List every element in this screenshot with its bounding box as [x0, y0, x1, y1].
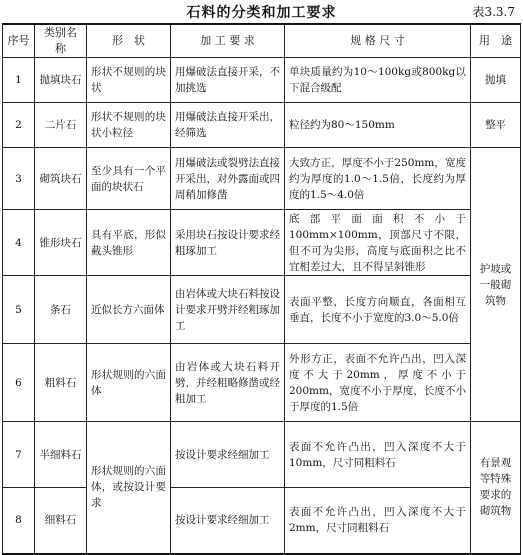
row-process: 由岩体或大块石料按设计要求开劈并经粗琢加工 — [171, 276, 285, 344]
row-process: 用爆破法或裂劈法直接开采出，对外露面或四周稍加修凿 — [171, 148, 285, 210]
row-no: 4 — [3, 210, 35, 276]
row-use-merged: 护坡或一般砌筑物 — [471, 148, 521, 422]
row-no: 8 — [3, 488, 35, 554]
table-header-row — [3, 24, 521, 58]
row-no: 2 — [3, 103, 35, 148]
row-name: 半细料石 — [35, 422, 87, 488]
header-no: 序号 — [3, 24, 35, 58]
row-name: 细料石 — [35, 488, 87, 554]
row-shape: 近似长方六面体 — [87, 276, 171, 344]
row-process: 采用块石按设计要求经粗琢加工 — [171, 210, 285, 276]
row-name: 砌筑块石 — [35, 148, 87, 210]
row-process: 按设计要求经细加工 — [171, 488, 285, 554]
table-number: 表3.3.7 — [472, 5, 515, 19]
row-no: 5 — [3, 276, 35, 344]
row-shape: 至少具有一个平面的块状石 — [87, 148, 171, 210]
table-row — [3, 344, 521, 422]
row-use-merged: 有景观等特殊要求的砌筑物 — [471, 422, 521, 554]
row-spec: 外形方正，表面不允许凸出，凹入深度不大于20mm，厚度不小于200mm，宽度不小于厚度，长度不小于厚度的1.5倍 — [285, 344, 471, 422]
table-title: 石料的分类和加工要求 — [186, 5, 337, 21]
title-row — [0, 0, 523, 22]
row-name: 条石 — [35, 276, 87, 344]
header-shape: 形 状 — [87, 24, 171, 58]
row-spec: 单块质量约为10～100kg或800kg以下混合级配 — [285, 58, 471, 103]
row-name: 抛填块石 — [35, 58, 87, 103]
header-use: 用 途 — [471, 24, 521, 58]
row-name: 粗料石 — [35, 344, 87, 422]
row-name: 锥形块石 — [35, 210, 87, 276]
row-process: 用爆破法直接开采出，经筛选 — [171, 103, 285, 148]
row-spec: 粒径约为80～150mm — [285, 103, 471, 148]
row-process: 按设计要求经细加工 — [171, 422, 285, 488]
row-name: 二片石 — [35, 103, 87, 148]
stone-classification-table — [2, 23, 521, 555]
table-row — [3, 276, 521, 344]
row-process: 由岩体或大块石料开劈，并经粗略修凿或经粗加工 — [171, 344, 285, 422]
row-shape-merged: 形状规则的六面体，或按设计要求 — [87, 422, 171, 554]
table-row — [3, 58, 521, 103]
row-no: 3 — [3, 148, 35, 210]
table-row — [3, 148, 521, 210]
header-name: 类别名称 — [35, 24, 87, 58]
table-row — [3, 422, 521, 488]
header-process: 加 工 要 求 — [171, 24, 285, 58]
row-shape: 具有平底，形似截头锥形 — [87, 210, 171, 276]
row-spec: 表面不允许凸出，凹入深度不大于2mm，尺寸同粗料石 — [285, 488, 471, 554]
row-shape: 形状不规则的块状小粒径 — [87, 103, 171, 148]
row-no: 6 — [3, 344, 35, 422]
row-spec: 表面平整，长度方向顺直，各面相互垂直，长度不小于宽度的3.0～5.0倍 — [285, 276, 471, 344]
header-spec: 规 格 尺 寸 — [285, 24, 471, 58]
row-no: 1 — [3, 58, 35, 103]
row-use: 整平 — [471, 103, 521, 148]
row-shape: 形状不规则的块状 — [87, 58, 171, 103]
row-shape: 形状规则的六面体 — [87, 344, 171, 422]
row-spec: 表面不允许凸出，凹入深度不大于10mm，尺寸同粗料石 — [285, 422, 471, 488]
table-row — [3, 103, 521, 148]
row-process: 用爆破法直接开采，不加挑选 — [171, 58, 285, 103]
row-spec: 大致方正，厚度不小于250mm，宽度约为厚度的1.0～1.5倍，长度约为厚度的1.5～4.0倍 — [285, 148, 471, 210]
row-use: 抛填 — [471, 58, 521, 103]
row-no: 7 — [3, 422, 35, 488]
table-row — [3, 488, 521, 554]
table-row — [3, 210, 521, 276]
row-spec: 底部平面面积不小于100mm×100mm，顶部尺寸不限，但不可为尖形，高度与底面积之比不宜相差过大，且不得呈斜锥形 — [285, 210, 471, 276]
